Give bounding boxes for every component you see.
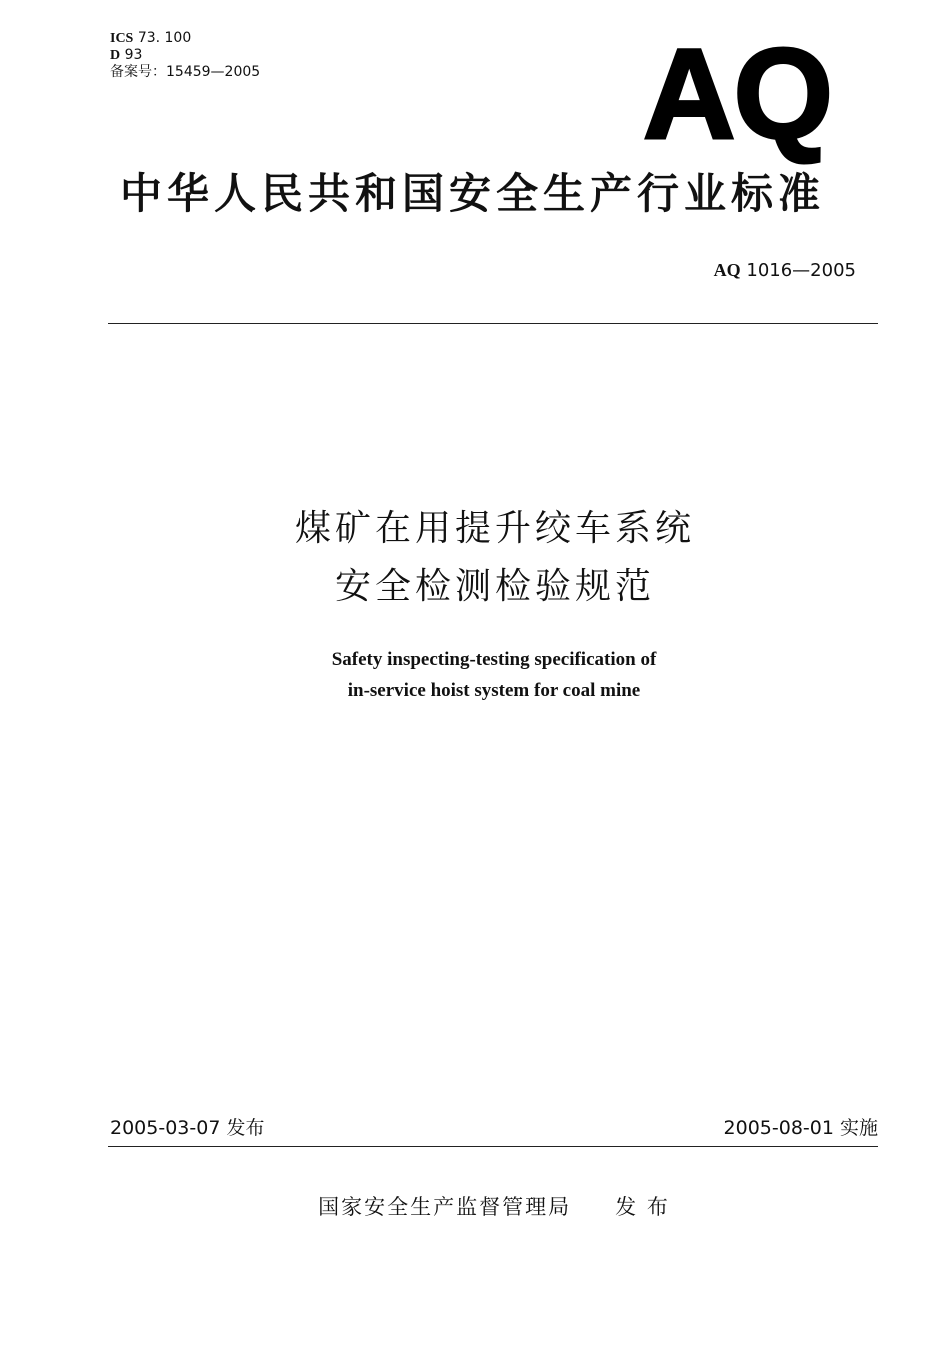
record-value: 15459—2005 (166, 64, 261, 80)
standard-code (714, 258, 856, 283)
standard-code-number: 1016—2005 (746, 260, 856, 281)
class-value: 93 (124, 47, 143, 63)
ics-line (110, 30, 260, 47)
chinese-title-line-2: 安全检测检验规范 (334, 566, 655, 607)
footer-divider (108, 1146, 878, 1147)
ics-label: ICS (110, 31, 134, 46)
classification-block (110, 30, 260, 81)
class-line (110, 47, 260, 64)
class-label: D (110, 48, 121, 63)
publisher-action: 发 布 (615, 1195, 670, 1219)
ics-value: 73. 100 (137, 30, 192, 46)
record-label: 备案号： (110, 64, 166, 80)
english-title-line-2: in-service hoist system for coal mine (347, 680, 641, 701)
publisher-line (0, 1192, 950, 1222)
chinese-title-line-1: 煤矿在用提升绞车系统 (294, 508, 695, 549)
implementation-date: 2005-08-01 实施 (723, 1117, 878, 1139)
issue-date: 2005-03-07 发布 (110, 1117, 265, 1139)
english-title-line-1: Safety inspecting-testing specification of (331, 649, 657, 670)
publisher-name: 国家安全生产监督管理局 (318, 1195, 572, 1219)
standard-category-title: 中华人民共和国安全生产行业标准 (120, 169, 826, 218)
aq-logo: AQ (643, 23, 831, 166)
standard-code-prefix: AQ (713, 260, 741, 280)
record-line (110, 64, 260, 81)
header-divider (108, 323, 878, 324)
